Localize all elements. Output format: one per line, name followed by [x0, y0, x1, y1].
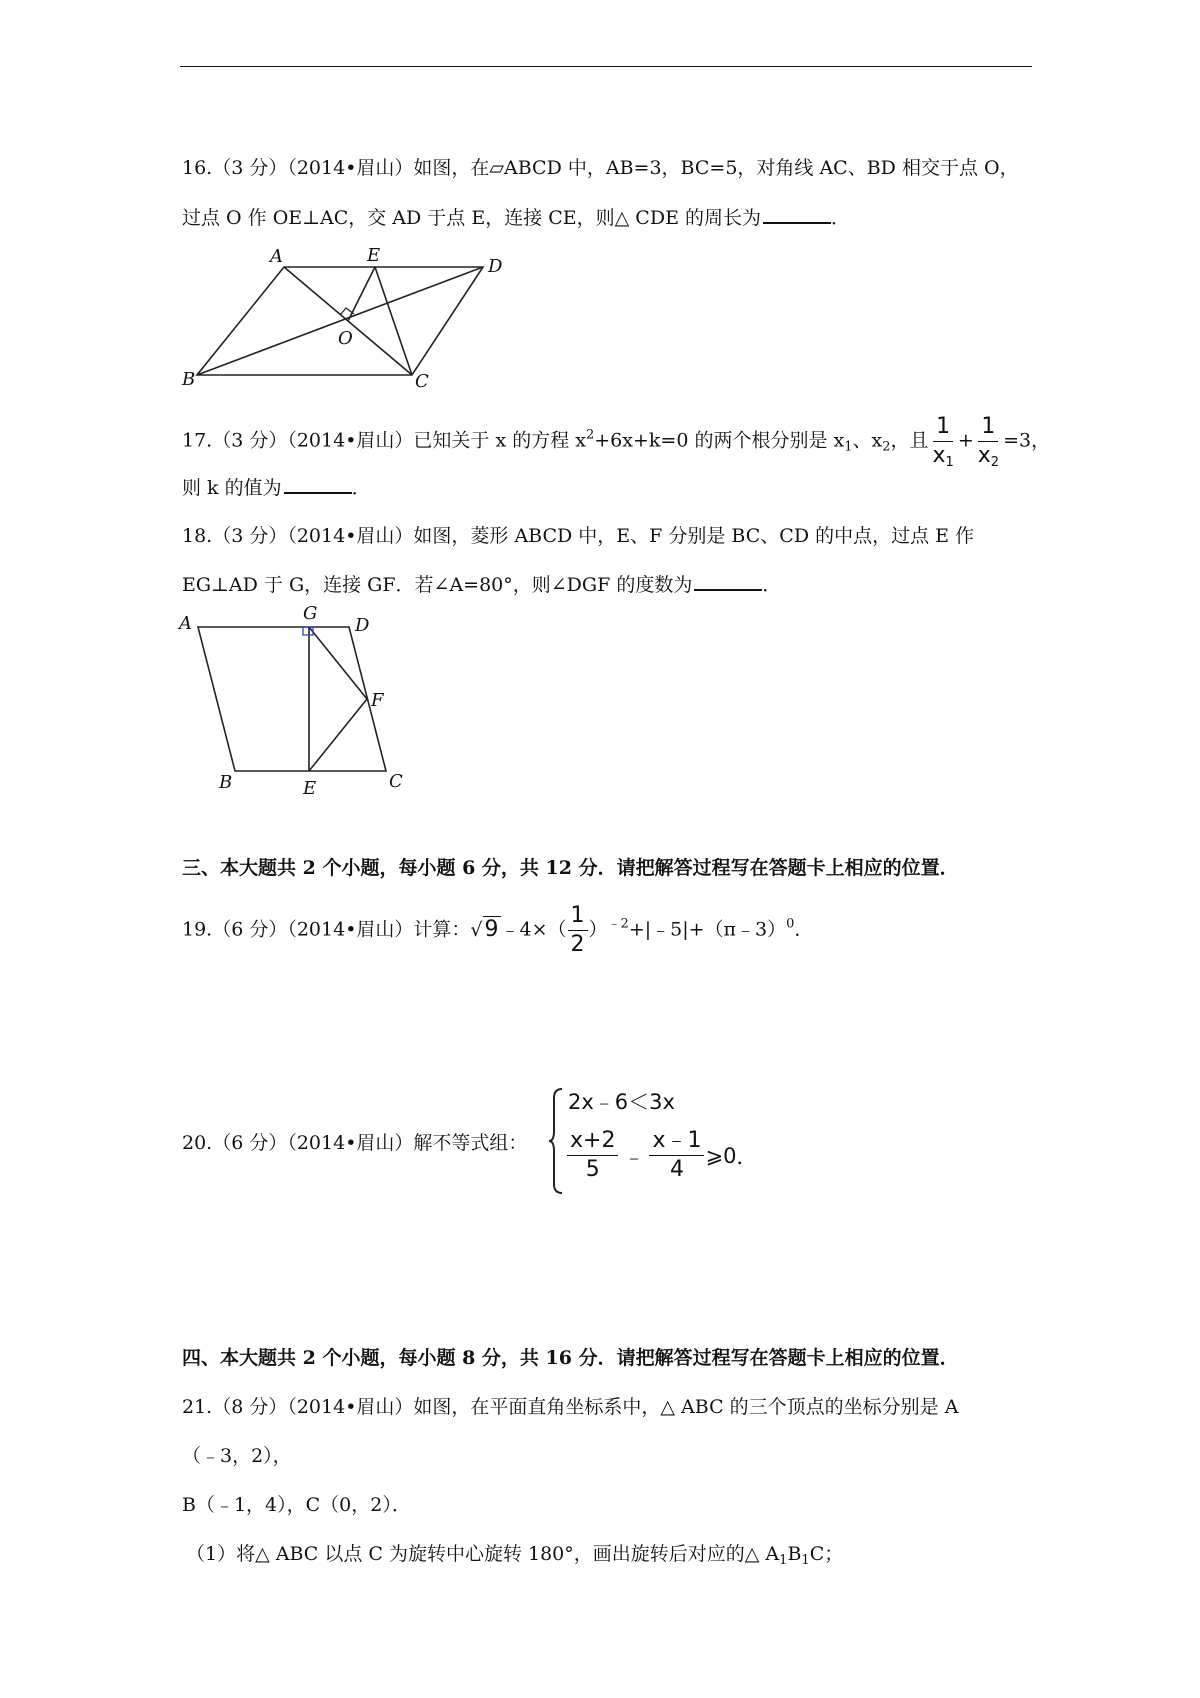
q19-sqrt: √9	[470, 916, 499, 942]
q16-label-c: C	[415, 371, 429, 390]
q18-rhombus	[198, 627, 386, 771]
q17-frac2-den-sub: 2	[990, 455, 1000, 470]
q17-line2	[182, 474, 371, 501]
q18-label-f: F	[371, 690, 384, 711]
q19-text-1: 19.（6 分）（2014•眉山）计算：	[182, 918, 471, 941]
q18-label-d: D	[355, 615, 370, 636]
q19-text-2: ﹣4×（	[500, 918, 567, 941]
q20-minus: ﹣	[623, 1144, 645, 1169]
q16-label-o: O	[338, 328, 353, 349]
q17-text-1: 17.（3 分）（2014•眉山）已知关于 x 的方程 x	[182, 429, 586, 452]
q18-line1: 18.（3 分）（2014•眉山）如图，菱形 ABCD 中，E、F 分别是 BC、CD 的中点，过点 E 作	[182, 525, 975, 547]
section-4-heading: 四、本大题共 2 个小题，每小题 8 分，共 16 分．请把解答过程写在答题卡上相应的位置．	[182, 1347, 959, 1369]
q17-frac1-num: 1	[933, 414, 953, 442]
q21-line2: （﹣3，2），	[182, 1445, 292, 1467]
q21-line3: B（﹣1，4），C（0，2）．	[182, 1494, 411, 1516]
q16-line2-text: 过点 O 作 OE⊥AC，交 AD 于点 E，连接 CE，则△ CDE 的周长为	[182, 207, 761, 229]
q17-text-3: 、x	[852, 429, 883, 452]
q19-frac-den: 2	[570, 932, 585, 957]
q16-label-e: E	[367, 245, 381, 266]
q17-sub2: 2	[882, 439, 891, 455]
q19-fraction	[568, 903, 588, 958]
section-3-heading: 三、本大题共 2 个小题，每小题 6 分，共 12 分．请把解答过程写在答题卡上相应的位置．	[182, 857, 959, 879]
q21-line4	[186, 1541, 843, 1567]
q19-frac-num: 1	[568, 903, 588, 931]
q21-line1: 21.（8 分）（2014•眉山）如图，在平面直角坐标系中，△ ABC 的三个顶点的坐标分别是 A	[182, 1396, 959, 1418]
q17-frac2-den	[975, 442, 1002, 469]
q18-label-g: G	[303, 605, 318, 624]
q20-line	[182, 1130, 527, 1156]
q19-text-3: ）	[588, 918, 608, 941]
q16-label-d: D	[488, 256, 503, 277]
q17-frac1-den-x: x	[932, 443, 946, 468]
q17-frac2-den-x: x	[977, 443, 991, 468]
q17-text-4: ，且	[890, 429, 929, 452]
q16-line1: 16.（3 分）（2014•眉山）如图，在▱ABCD 中，AB=3，BC=5，对角线 AC、BD 相交于点 O，	[182, 157, 1019, 179]
q17-line2-end: ．	[351, 477, 371, 499]
q17-sub1: 1	[844, 439, 853, 455]
q18-segment-fe	[309, 699, 367, 771]
q21-line4-text-1: （1）将△ ABC 以点 C 为旋转中心旋转 180°，画出旋转后对应的△ A	[186, 1543, 780, 1565]
q20-inequality-2	[566, 1128, 757, 1183]
q20-f1-num: x+2	[567, 1128, 618, 1156]
q20-end: ．	[736, 1144, 758, 1169]
q17-text-2: +6x+k=0 的两个根分别是 x	[594, 429, 845, 452]
q20-f2-den: 4	[669, 1157, 684, 1182]
q18-label-b: B	[219, 772, 233, 793]
q17-frac2-num: 1	[978, 414, 998, 442]
q17-line1	[182, 414, 1050, 469]
q21-sub-b: 1	[801, 1553, 810, 1568]
q20-text: 20.（6 分）（2014•眉山）解不等式组：	[182, 1132, 528, 1154]
q20-brace	[548, 1086, 564, 1196]
q18-figure	[175, 605, 420, 805]
q20-fraction-1	[567, 1128, 618, 1183]
q16-line2	[182, 204, 850, 231]
q19-text-4: +|﹣5|+（π﹣3）	[628, 918, 787, 941]
q18-label-e: E	[303, 778, 317, 799]
q17-answer-blank	[284, 474, 352, 494]
q17-frac1-den	[930, 442, 957, 469]
q19-radicand: 9	[484, 916, 499, 942]
q17-fraction-1	[930, 414, 957, 469]
q17-text-5: =3，	[1003, 429, 1051, 452]
q19-line	[182, 903, 813, 958]
q18-answer-blank	[694, 571, 762, 591]
q18-line2-text: EG⊥AD 于 G，连接 GF．若∠A=80°，则∠DGF 的度数为	[182, 574, 693, 596]
q17-line2-text: 则 k 的值为	[182, 477, 282, 499]
q16-label-b: B	[182, 369, 196, 390]
q19-exp2: 0	[786, 916, 795, 932]
q20-inequality-1: 2x﹣6＜3x	[568, 1090, 675, 1114]
q16-figure	[170, 245, 530, 390]
header-rule	[180, 66, 1032, 67]
q19-exp: ﹣2	[607, 916, 629, 932]
q21-line4-text-3: C；	[809, 1543, 844, 1565]
q17-plus: +	[957, 429, 974, 452]
q16-label-a: A	[270, 246, 283, 267]
q21-sub-a: 1	[779, 1553, 788, 1568]
q18-label-c: C	[389, 771, 403, 792]
q20-ge: ⩾0	[705, 1143, 737, 1168]
q17-fraction-2	[975, 414, 1002, 469]
q17-sup: 2	[585, 427, 595, 443]
q18-label-a: A	[179, 613, 192, 634]
q20-f2-num: x﹣1	[649, 1128, 704, 1156]
q18-line2-end: ．	[762, 574, 782, 596]
q16-line2-end: ．	[831, 207, 851, 229]
q18-line2	[182, 571, 781, 598]
q20-fraction-2	[649, 1128, 704, 1183]
q19-text-5: ．	[794, 918, 814, 941]
q21-line4-text-2: B	[787, 1543, 802, 1565]
q17-frac1-den-sub: 1	[945, 455, 954, 470]
q20-f1-den: 5	[585, 1157, 600, 1182]
q16-answer-blank	[763, 204, 831, 224]
